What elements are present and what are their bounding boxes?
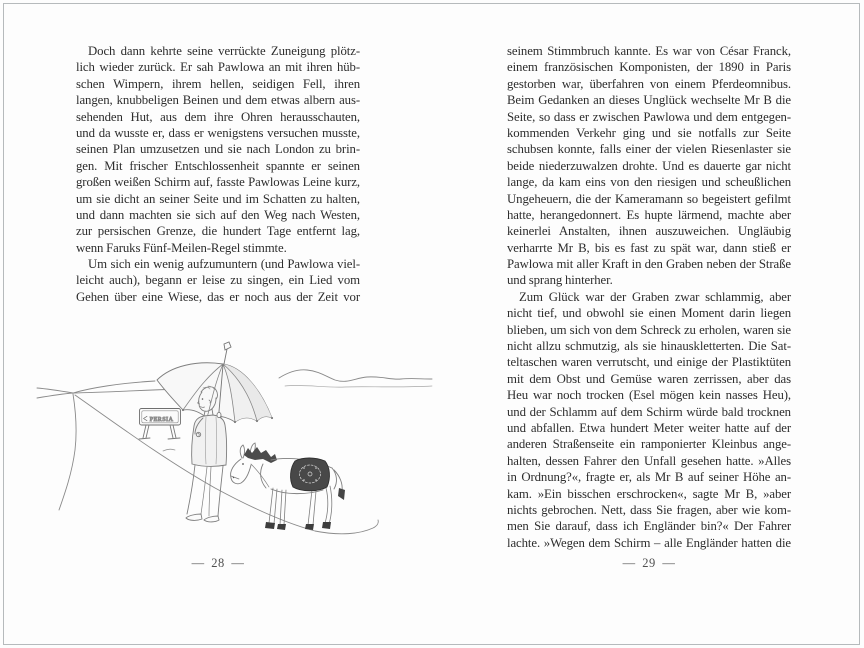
text-line: und der Schlamm auf dem Schirm würde bald trocknen bbox=[507, 404, 791, 419]
text-line: und dann machten sie sich auf den Weg nach Westen, bbox=[76, 207, 360, 222]
text-line: Beim Gedanken an dieses Unglück wechselte Mr B die bbox=[507, 93, 791, 108]
text-line: in Ordnung?«, fragte er, als Mr B auf seiner Höhe an- bbox=[507, 470, 791, 485]
text-line: Um sich ein wenig aufzumuntern (und Pawlowa viel- bbox=[88, 257, 360, 272]
text-line: nicht allzu schmutzig, als sie hinauskletterten. Die Sat- bbox=[507, 339, 791, 354]
text-line: leicht auch), begann er leise zu singen, ein Lied vom bbox=[76, 273, 360, 288]
text-line: wenn Faruks Fünf-Meilen-Regel stimmte. bbox=[76, 240, 287, 255]
text-line: kommenden Verkehr ging und sie notfalls zur Seite bbox=[507, 125, 791, 140]
text-line: Zum Glück war der Graben zwar schlammig, aber bbox=[519, 289, 791, 304]
text-line: und da wusste er, dass er wenigstens versuchen musste, bbox=[76, 125, 360, 140]
page-number-left: — 28 — bbox=[191, 556, 245, 570]
text-line: beide niederzuwalzen drohte. Und es dauerte gar nicht bbox=[507, 158, 791, 173]
page-right bbox=[432, 0, 864, 648]
text-line: schen Wimpern, ihrem hellen, seidigen Fell, ihren bbox=[76, 76, 360, 91]
text-line: Pawlowa mit aller Kraft in den Graben neben der Straße bbox=[507, 257, 791, 272]
text-line: sehenden Hut, aus dem ihre Ohren herausschauten, bbox=[76, 109, 360, 124]
text-line: lich wieder zurück. Er sah Pawlowa an mit ihren hüb- bbox=[76, 60, 360, 75]
text-line: blieben, um sich von dem Schreck zu erholen, waren sie bbox=[507, 322, 791, 337]
text-line: gestorben war, überfahren von einem Pferdeomnibus. bbox=[507, 76, 791, 91]
text-line: anderen Straßenseite ein ramponierter Kleinbus ange- bbox=[507, 437, 791, 452]
illustration-drawing bbox=[35, 338, 435, 566]
text-line: teltaschen waren verrutscht, und einige der Plastiktüten bbox=[507, 355, 791, 370]
text-line: lange, da kam eins von den riesigen und scheußlichen bbox=[507, 175, 791, 190]
text-line: großen weißen Schirm auf, fasste Pawlowas Leine kurz, bbox=[76, 175, 360, 190]
text-line: verharrte Mr B, bis es fast zu spät war, dann stieß er bbox=[507, 240, 791, 255]
page-number-right: — 29 — bbox=[622, 556, 676, 570]
left-text-column bbox=[76, 43, 360, 305]
text-line: nichts gebrochen. Nett, dass Sie fragen, aber wie kom- bbox=[507, 502, 791, 517]
text-line: kam. »Ein bisschen erschrocken«, sagte Mr B, »aber bbox=[507, 486, 791, 501]
persia-sign-label: PERSIA bbox=[149, 416, 174, 423]
donkey bbox=[231, 443, 345, 530]
text-line: und sprang hinterher. bbox=[507, 273, 613, 288]
text-line: Gehen über eine Wiese, das er noch aus der Zeit vor bbox=[76, 289, 360, 304]
text-line: zur persischen Grenze, die hundert Tage entfernt lag, bbox=[76, 224, 360, 239]
text-line: halten, dessen Fahrer den Unfall gesehen hatte. »Alles bbox=[507, 453, 791, 468]
text-line: langen, knubbeligen Beinen und dem etwas albern aus- bbox=[76, 93, 360, 108]
text-line: Doch dann kehrte seine verrückte Zuneigung plötz- bbox=[88, 44, 360, 58]
text-line: einem französischen Komponisten, der 1890 in Paris bbox=[507, 60, 791, 75]
text-line: nicht tief, und obwohl sie einen Moment darin liegen bbox=[507, 306, 791, 321]
persia-sign bbox=[139, 409, 181, 440]
text-line: gen. Mit frischer Entschlossenheit spannte er seinen bbox=[76, 158, 360, 173]
text-line: Heu war noch trocken (Esel mögen kein nasses Heu), bbox=[507, 388, 791, 403]
text-line: hatte, herangedonnert. Es hupte lärmend, machte aber bbox=[507, 207, 791, 222]
text-line: Seite, so dass er zwischen Pawlowa und dem entgegen- bbox=[507, 109, 791, 124]
text-line: lachte. »Wegen dem Schirm – alle Engländer hatten die bbox=[507, 535, 791, 550]
text-line: um sie dicht an seiner Seite und im Schatten zu halten, bbox=[76, 191, 360, 206]
text-line: Ungeheuern, die der Kameramann so begeistert gefilmt bbox=[507, 191, 791, 206]
text-line: seinen Plan umzusetzen und sie nach London zu brin- bbox=[76, 142, 360, 157]
text-line: schubsen konnte, falls einer der vielen Riesenlaster sie bbox=[507, 142, 791, 157]
text-line: keinerlei Anstalten, ihnen auszuweichen. Ungläubig bbox=[507, 224, 791, 239]
text-line: mit dem Obst und Gemüse waren zerrissen, aber das bbox=[507, 371, 791, 386]
text-line: und abfallen. Etwa hundert Meter weiter hatte auf der bbox=[507, 420, 791, 435]
right-text-column bbox=[507, 43, 791, 551]
text-line: men Sie darauf, dass ich Engländer bin?« Der Fahrer bbox=[507, 519, 791, 534]
text-line: seinem Stimmbruch kannte. Es war von César Franck, bbox=[507, 44, 791, 58]
